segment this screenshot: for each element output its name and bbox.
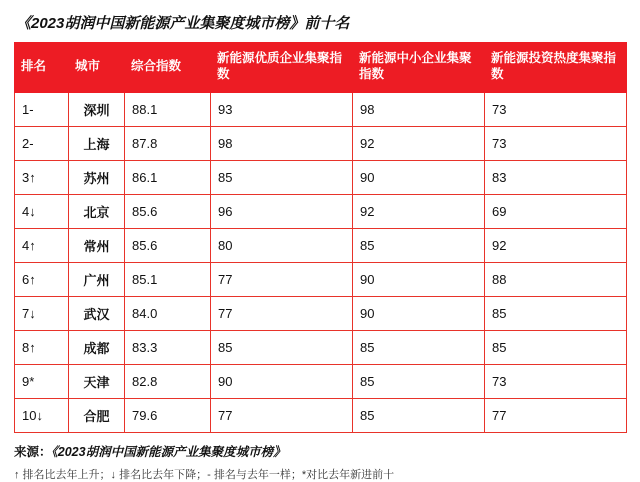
cell-investment-index: 88 [485, 263, 627, 297]
cell-sme-index: 90 [353, 297, 485, 331]
cell-city: 成都 [69, 331, 125, 365]
table-row [15, 331, 627, 365]
ranking-table [14, 42, 627, 433]
cell-quality-index: 96 [211, 195, 353, 229]
cell-composite-index: 79.6 [125, 399, 211, 433]
cell-rank: 9* [15, 365, 69, 399]
table-row [15, 263, 627, 297]
cell-city: 天津 [69, 365, 125, 399]
cell-quality-index: 90 [211, 365, 353, 399]
cell-rank: 2- [15, 127, 69, 161]
cell-investment-index: 92 [485, 229, 627, 263]
cell-sme-index: 98 [353, 93, 485, 127]
cell-city: 合肥 [69, 399, 125, 433]
cell-composite-index: 85.1 [125, 263, 211, 297]
cell-composite-index: 85.6 [125, 195, 211, 229]
cell-quality-index: 77 [211, 297, 353, 331]
cell-city: 上海 [69, 127, 125, 161]
column-header-investment-index: 新能源投资热度集聚指数 [485, 43, 627, 93]
cell-sme-index: 85 [353, 399, 485, 433]
cell-quality-index: 77 [211, 399, 353, 433]
cell-sme-index: 85 [353, 331, 485, 365]
source-title: 《2023胡润中国新能源产业集聚度城市榜》 [51, 445, 286, 459]
cell-investment-index: 83 [485, 161, 627, 195]
cell-composite-index: 86.1 [125, 161, 211, 195]
source-line [14, 442, 626, 460]
table-row [15, 161, 627, 195]
cell-rank: 7↓ [15, 297, 69, 331]
table-row [15, 195, 627, 229]
table-header [15, 43, 627, 93]
legend-note: ↑ 排名比去年上升；↓ 排名比去年下降；- 排名与去年一样；*对比去年新进前十 [14, 469, 395, 481]
cell-composite-index: 84.0 [125, 297, 211, 331]
cell-rank: 6↑ [15, 263, 69, 297]
table-row [15, 229, 627, 263]
cell-composite-index: 85.6 [125, 229, 211, 263]
cell-quality-index: 93 [211, 93, 353, 127]
cell-rank: 4↓ [15, 195, 69, 229]
cell-composite-index: 83.3 [125, 331, 211, 365]
cell-city: 苏州 [69, 161, 125, 195]
cell-rank: 4↑ [15, 229, 69, 263]
column-header-rank: 排名 [15, 43, 69, 93]
cell-quality-index: 80 [211, 229, 353, 263]
cell-investment-index: 85 [485, 331, 627, 365]
cell-investment-index: 73 [485, 93, 627, 127]
cell-quality-index: 85 [211, 161, 353, 195]
cell-sme-index: 90 [353, 263, 485, 297]
cell-rank: 3↑ [15, 161, 69, 195]
cell-city: 北京 [69, 195, 125, 229]
cell-quality-index: 98 [211, 127, 353, 161]
table-row [15, 93, 627, 127]
table-row [15, 127, 627, 161]
cell-composite-index: 82.8 [125, 365, 211, 399]
cell-rank: 8↑ [15, 331, 69, 365]
cell-investment-index: 85 [485, 297, 627, 331]
cell-sme-index: 92 [353, 195, 485, 229]
cell-city: 深圳 [69, 93, 125, 127]
cell-rank: 10↓ [15, 399, 69, 433]
page-title: 《2023胡润中国新能源产业集聚度城市榜》前十名 [16, 15, 350, 32]
table-row [15, 365, 627, 399]
table-row [15, 297, 627, 331]
cell-investment-index: 77 [485, 399, 627, 433]
cell-sme-index: 85 [353, 229, 485, 263]
cell-sme-index: 92 [353, 127, 485, 161]
cell-city: 武汉 [69, 297, 125, 331]
column-header-quality-enterprise-index: 新能源优质企业集聚指数 [211, 43, 353, 93]
column-header-composite-index: 综合指数 [125, 43, 211, 93]
cell-sme-index: 85 [353, 365, 485, 399]
cell-sme-index: 90 [353, 161, 485, 195]
cell-quality-index: 85 [211, 331, 353, 365]
cell-investment-index: 69 [485, 195, 627, 229]
table-body [15, 93, 627, 433]
cell-composite-index: 87.8 [125, 127, 211, 161]
column-header-sme-index: 新能源中小企业集聚指数 [353, 43, 485, 93]
cell-quality-index: 77 [211, 263, 353, 297]
cell-rank: 1- [15, 93, 69, 127]
table-header-row [15, 43, 627, 93]
cell-city: 常州 [69, 229, 125, 263]
cell-investment-index: 73 [485, 365, 627, 399]
cell-city: 广州 [69, 263, 125, 297]
column-header-city: 城市 [69, 43, 125, 93]
cell-composite-index: 88.1 [125, 93, 211, 127]
source-label: 来源： [14, 445, 52, 459]
cell-investment-index: 73 [485, 127, 627, 161]
table-row [15, 399, 627, 433]
